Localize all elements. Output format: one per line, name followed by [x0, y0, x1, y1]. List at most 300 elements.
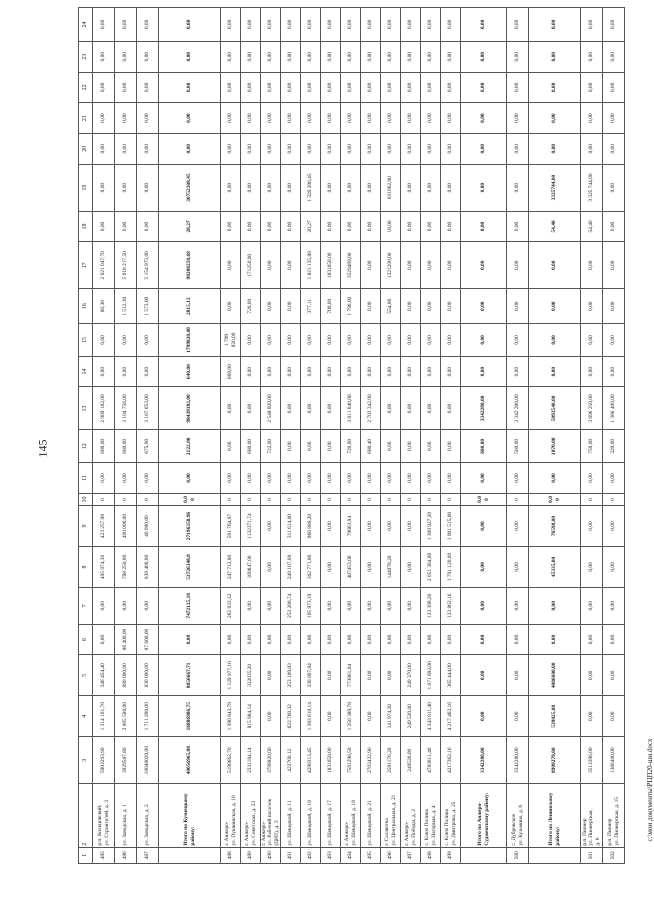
table-cell: 7591296,58: [341, 737, 361, 784]
table-cell: 485: [93, 847, 115, 863]
total-row: [461, 8, 507, 864]
table-cell: 1 383 610,14: [301, 696, 321, 737]
table-cell: 0,00: [281, 324, 301, 357]
table-cell: 0: [137, 493, 159, 505]
table-cell: 0,00: [421, 463, 441, 494]
table-cell: 750,00: [581, 430, 603, 463]
table-cell: 0,00: [241, 587, 261, 624]
table-cell: 0,00: [115, 72, 137, 103]
table-cell: 0,00: [603, 242, 625, 289]
table-cell: г. Анжеро- ул. Пушкинская, д. 18: [221, 784, 241, 847]
table-cell: 249 370,00: [401, 655, 421, 696]
table-row: [441, 8, 461, 864]
table-cell: 0: [281, 493, 301, 505]
table-cell: 0: [603, 493, 625, 505]
table-cell: 0,00: [381, 103, 401, 134]
table-cell: 0,00: [361, 547, 381, 588]
table-cell: 0: [115, 493, 137, 505]
table-cell: 0,00: [461, 133, 507, 164]
table-cell: с. Ключ Полина ул. Нагорная, д. 4: [421, 784, 441, 847]
table-cell: 0,00: [261, 463, 281, 494]
table-cell: 0,00: [281, 356, 301, 387]
table-cell: 0,00: [221, 624, 241, 655]
table-cell: 0,00: [581, 41, 603, 72]
table-cell: 0,00: [115, 133, 137, 164]
table-cell: 8056667,71: [159, 655, 221, 696]
table-cell: 0,00: [321, 655, 341, 696]
table-cell: 0,00: [261, 211, 281, 242]
table-cell: ул. Заводская, д. 1: [115, 784, 137, 847]
table-cell: 815 984,14: [241, 696, 261, 737]
table-cell: 0,00: [421, 289, 441, 324]
table-cell: 0,00: [361, 211, 381, 242]
table-cell: 0,00: [241, 624, 261, 655]
table-cell: 0,00: [603, 41, 625, 72]
table-cell: 0,00: [261, 133, 281, 164]
table-cell: 539025,00: [529, 696, 581, 737]
table-cell: 0,00: [507, 289, 529, 324]
data-table: [78, 7, 625, 864]
table-cell: 0,00: [221, 8, 241, 42]
table-cell: 0,00: [221, 164, 241, 211]
table-cell: 0,00: [581, 289, 603, 324]
table-cell: 0,00: [401, 41, 421, 72]
table-cell: 2 548 820,00: [261, 387, 281, 430]
table-cell: 1 314 101,70: [93, 696, 115, 737]
table-cell: 0,00: [137, 463, 159, 494]
table-cell: 1 129 977,10: [221, 655, 241, 696]
table-cell: 0,00: [603, 463, 625, 494]
table-cell: 249 520,00: [401, 696, 421, 737]
table-cell: 1 250 389,78: [341, 696, 361, 737]
table-cell: г. Анжеро- ул. Победы, д. 2: [401, 784, 421, 847]
table-cell: р.п. Кольцовский, ул. Строителей, д. 3: [93, 784, 115, 847]
table-cell: 0,00: [507, 8, 529, 42]
table-cell: 0,00: [221, 41, 241, 72]
table-cell: 1 901 515,00: [441, 506, 461, 547]
table-cell: 171250,00: [241, 242, 261, 289]
table-cell: 0,00: [507, 211, 529, 242]
table-cell: 0,00: [361, 164, 381, 211]
table-cell: 0,00: [461, 324, 507, 357]
table-cell: 0,00: [603, 8, 625, 42]
table-cell: 0,00: [93, 41, 115, 72]
table-cell: 0,00: [381, 624, 401, 655]
table-cell: 5092540,00: [529, 387, 581, 430]
table-cell: 249 107,08: [281, 547, 301, 588]
table-cell: 76590,00: [529, 506, 581, 547]
table-cell: 0,00: [241, 211, 261, 242]
table-cell: 487: [137, 847, 159, 863]
table-cell: 0,00: [603, 211, 625, 242]
table-cell: 3513396,00: [581, 737, 603, 784]
table-cell: 4: [79, 696, 93, 737]
table-cell: 365 444,00: [441, 655, 461, 696]
table-cell: 0,00: [401, 72, 421, 103]
table-cell: 0,00: [301, 624, 321, 655]
table-cell: 0,00: [381, 356, 401, 387]
table-cell: 0,00: [321, 41, 341, 72]
table-cell: 5903293,90: [93, 737, 115, 784]
table-cell: 133 862,16: [441, 587, 461, 624]
table-cell: ул. Шевцовой, д. 19: [301, 784, 321, 847]
table-cell: 0,00: [301, 324, 321, 357]
table-cell: 0,00: [93, 103, 115, 134]
table-row: [115, 8, 137, 864]
table-cell: 1321200,00: [381, 242, 401, 289]
table-cell: 4290313,45: [301, 737, 321, 784]
table-cell: 0,00: [115, 103, 137, 134]
table-cell: 9: [79, 506, 93, 547]
table-cell: 3929587,80: [115, 737, 137, 784]
table-cell: 0: [301, 493, 321, 505]
table-cell: 0,00: [261, 72, 281, 103]
table-cell: 0,00: [261, 547, 281, 588]
table-cell: 0,00: [603, 133, 625, 164]
table-cell: 45335,00: [529, 547, 581, 588]
table-cell: 0,00: [401, 624, 421, 655]
table-cell: 0,00: [507, 356, 529, 387]
table-cell: 0,00: [261, 41, 281, 72]
table-cell: 0,00: [421, 211, 441, 242]
table-cell: 0,00: [461, 624, 507, 655]
table-cell: 680,00: [241, 430, 261, 463]
table-cell: 0,00: [441, 133, 461, 164]
table-cell: 0,00: [401, 8, 421, 42]
table-cell: 486: [115, 847, 137, 863]
table-cell: 0,00: [241, 41, 261, 72]
table-cell: 0,00: [115, 587, 137, 624]
table-cell: 0: [341, 493, 361, 505]
table-cell: 0,00: [441, 211, 461, 242]
table-cell: 0,00: [241, 164, 261, 211]
table-cell: 0,00: [301, 72, 321, 103]
table-cell: 560,00: [507, 430, 529, 463]
table-cell: 0,00: [321, 324, 341, 357]
table-cell: 660,00: [221, 356, 241, 387]
table-cell: 0,00: [361, 587, 381, 624]
table-cell: 0,00: [461, 587, 507, 624]
table-cell: 0,00: [301, 430, 321, 463]
table-cell: 0,00: [421, 356, 441, 387]
table-cell: 0,00: [581, 356, 603, 387]
table-cell: 709,00: [321, 289, 341, 324]
table-cell: 966 889,20: [301, 506, 321, 547]
table-cell: р.п. Пионер ул. Пионерская, д. 6: [581, 784, 603, 847]
table-cell: 4 217 462,16: [441, 696, 461, 737]
table-cell: 0,00: [507, 547, 529, 588]
table-cell: 498: [421, 847, 441, 863]
table-cell: 0,00: [361, 103, 381, 134]
table-cell: 0,00: [341, 72, 361, 103]
table-cell: 13: [79, 387, 93, 430]
table-cell: 0,00: [507, 506, 529, 547]
table-cell: 80,30: [93, 289, 115, 324]
table-cell: 0,00: [581, 655, 603, 696]
table-cell: 0,00: [221, 289, 241, 324]
table-cell: 0,00: [321, 463, 341, 494]
table-cell: 0: [401, 493, 421, 505]
table-cell: 54,40: [581, 211, 603, 242]
table-cell: 0,00: [381, 506, 401, 547]
table-cell: 0,00: [261, 289, 281, 324]
table-cell: 0,00: [529, 133, 581, 164]
table-cell: 0,00: [529, 356, 581, 387]
table-cell: 0,00: [321, 430, 341, 463]
table-cell: 490: [261, 847, 281, 863]
table-cell: 79663,94: [341, 506, 361, 547]
table-cell: 0,00: [361, 41, 381, 72]
table-cell: 3 104 756,00: [115, 387, 137, 430]
table-cell: 0,00: [441, 356, 461, 387]
table-cell: 0,00: [341, 41, 361, 72]
table-cell: 880 000,00: [115, 655, 137, 696]
table-cell: 0,00: [341, 103, 361, 134]
table-cell: 0,00: [221, 387, 241, 430]
table-cell: 0,00: [381, 72, 401, 103]
table-cell: 0,00: [461, 164, 507, 211]
header-row: [79, 8, 93, 864]
table-cell: 0,00: [93, 8, 115, 42]
table-cell: 675,00: [137, 430, 159, 463]
table-cell: 0,00: [159, 41, 221, 72]
table-cell: 0,00: [421, 624, 441, 655]
table-cell: 0,00: [361, 8, 381, 42]
table-cell: 3325744,00: [529, 164, 581, 211]
table-cell: 0,00: [115, 41, 137, 72]
table-cell: 20: [79, 133, 93, 164]
table-cell: 0,00: [421, 242, 441, 289]
table-cell: 2: [79, 784, 93, 847]
table-cell: 0: [221, 493, 241, 505]
table-cell: 495: [361, 847, 381, 863]
table-cell: 0,00: [281, 624, 301, 655]
table-cell: 330 007,84: [301, 655, 321, 696]
table-cell: 0,00: [401, 164, 421, 211]
table-cell: 1831658,00: [321, 242, 341, 289]
table-cell: 640,00: [159, 356, 221, 387]
table-cell: г. Анжеро- ул. Рабочий поселок (ЦРП), д. 3: [261, 784, 281, 847]
table-cell: 0,00: [361, 72, 381, 103]
table-cell: 1070,00: [529, 430, 581, 463]
table-cell: с. Ключ Полина ул. Дмитрова, д. 25: [441, 784, 461, 847]
table-cell: 0,00: [281, 133, 301, 164]
table-cell: 4 343 811,40: [421, 696, 441, 737]
table-row: [321, 8, 341, 864]
table-cell: 0,00: [507, 242, 529, 289]
table-cell: 0,00: [321, 696, 341, 737]
table-cell: 722,00: [261, 430, 281, 463]
table-cell: 0,00: [261, 164, 281, 211]
table-cell: 0,00: [421, 72, 441, 103]
table-cell: 0,00: [421, 324, 441, 357]
table-cell: 40 000,00: [137, 506, 159, 547]
table-cell: 0,00: [93, 164, 115, 211]
table-cell: 0,00: [341, 356, 361, 387]
table-cell: 1 366 400,00: [603, 387, 625, 430]
table-cell: 1 791 120,00: [441, 547, 461, 588]
table-cell: 0,00: [421, 133, 441, 164]
rotated-page: [78, 7, 620, 864]
table-cell: 0,00: [159, 463, 221, 494]
table-cell: 0,00: [581, 324, 603, 357]
table-cell: 1 390 843,79: [221, 696, 241, 737]
table-cell: 0,00: [93, 72, 115, 103]
table-cell: 0,00: [401, 211, 421, 242]
table-cell: 0,00: [507, 463, 529, 494]
table-cell: 8909279,00: [529, 737, 581, 784]
table-cell: 0,00: [321, 624, 341, 655]
table-cell: 0,00: [281, 164, 301, 211]
table-cell: 0,00: [241, 356, 261, 387]
table-cell: 0,00: [507, 164, 529, 211]
table-cell: 141 974,20: [381, 696, 401, 737]
table-cell: 0,00: [441, 72, 461, 103]
table-cell: 0,00: [603, 696, 625, 737]
table-cell: 0,00: [137, 587, 159, 624]
table-cell: 0,00: [529, 493, 581, 505]
table-cell: 1 309 927,20: [421, 506, 441, 547]
table-cell: 0,00: [241, 463, 261, 494]
table-cell: 3 696 250,00: [581, 387, 603, 430]
table-cell: 422760,12: [281, 737, 301, 784]
table-row: [507, 8, 529, 864]
table-cell: 0,00: [221, 211, 241, 242]
table-cell: 830 000,00: [137, 655, 159, 696]
table-cell: 0,00: [93, 587, 115, 624]
table-cell: 21: [79, 103, 93, 134]
table-cell: 10: [79, 493, 93, 505]
table-cell: 0,00: [221, 133, 241, 164]
table-cell: 0,00: [381, 430, 401, 463]
table-cell: 0,00: [301, 103, 321, 134]
table-cell: 488: [221, 847, 241, 863]
table-row: [381, 8, 401, 864]
table-cell: 0,00: [401, 242, 421, 289]
table-cell: 0,00: [461, 211, 507, 242]
table-cell: 2122,00: [159, 430, 221, 463]
table-cell: 53726348,8: [159, 547, 221, 588]
table-cell: 98208258,69: [159, 242, 221, 289]
table-cell: 0,00: [281, 463, 301, 494]
table-row: [341, 8, 361, 864]
table-cell: 0,00: [461, 103, 507, 134]
table-cell: 377,11: [301, 289, 321, 324]
table-cell: 0,00: [507, 624, 529, 655]
table-cell: 0,00: [441, 324, 461, 357]
table-cell: 680,40: [361, 430, 381, 463]
table-cell: 0,00: [301, 41, 321, 72]
table-cell: 0,00: [507, 103, 529, 134]
table-cell: 0,00: [137, 164, 159, 211]
table-cell: 0,00: [281, 72, 301, 103]
table-body: [79, 8, 625, 864]
table-cell: 0,00: [137, 41, 159, 72]
table-cell: 0,00: [461, 655, 507, 696]
table-cell: 502: [603, 847, 625, 863]
table-cell: 12: [79, 430, 93, 463]
table-cell: 0,00: [361, 463, 381, 494]
table-cell: 0,00: [401, 133, 421, 164]
table-cell: 0,00: [581, 624, 603, 655]
table-cell: с. Дубровское ул. Кузьмина, д. 6: [507, 784, 529, 847]
table-cell: 0,00: [421, 103, 441, 134]
table-cell: 0,00: [603, 324, 625, 357]
table-cell: 0,00: [241, 103, 261, 134]
table-cell: 0,00: [341, 324, 361, 357]
table-cell: 0,00: [241, 387, 261, 430]
table-cell: 0,00: [341, 8, 361, 42]
table-cell: 0,00: [301, 133, 321, 164]
table-cell: 680,00: [461, 430, 507, 463]
table-cell: 493: [321, 847, 341, 863]
table-cell: 0,00: [301, 356, 321, 387]
table-cell: 0,00: [603, 506, 625, 547]
table-cell: 3798820,00: [261, 737, 281, 784]
table-cell: 407453,00: [341, 547, 361, 588]
table-row: [401, 8, 421, 864]
table-cell: 1: [79, 847, 93, 863]
table-cell: 3342280,00: [507, 737, 529, 784]
table-cell: 0,00: [115, 164, 137, 211]
table-cell: 2815,13: [159, 289, 221, 324]
table-cell: 0: [241, 493, 261, 505]
table-cell: 144978,20: [381, 547, 401, 588]
table-cell: 0,00: [381, 463, 401, 494]
table-cell: 500: [507, 847, 529, 863]
table-cell: 423 257,90: [93, 506, 115, 547]
table-cell: 0,00: [261, 356, 281, 387]
table-cell: 0,00: [603, 587, 625, 624]
table-cell: 0,00: [361, 506, 381, 547]
table-cell: 105 973,19: [301, 587, 321, 624]
table-cell: 0,00: [381, 41, 401, 72]
table-cell: 0,00: [441, 41, 461, 72]
table-cell: 0,00: [241, 324, 261, 357]
table-cell: 0,00: [301, 463, 321, 494]
table-cell: Итого по Ленинскому району:: [529, 784, 581, 847]
table-cell: 0: [361, 493, 381, 505]
table-cell: 0,00: [603, 547, 625, 588]
table-cell: 0,00: [115, 324, 137, 357]
table-cell: 0,00: [321, 547, 341, 588]
table-cell: 0,00: [581, 8, 603, 42]
table-cell: 15: [79, 324, 93, 357]
table-cell: 11: [79, 463, 93, 494]
table-cell: 0,00: [137, 356, 159, 387]
table-cell: 0,00: [461, 356, 507, 387]
table-row: [281, 8, 301, 864]
table-cell: 0,00: [461, 547, 507, 588]
table-cell: 494: [341, 847, 361, 863]
table-cell: 0,00: [529, 41, 581, 72]
table-row: [93, 8, 115, 864]
table-cell: 4783811,40: [421, 737, 441, 784]
table-cell: 497: [401, 847, 421, 863]
table-cell: 0: [261, 493, 281, 505]
table-cell: 0: [93, 493, 115, 505]
table-cell: 495 074,30: [93, 547, 115, 588]
table-cell: 249520,00: [401, 737, 421, 784]
table-cell: 1 329 206,45: [301, 164, 321, 211]
table-cell: 17: [79, 242, 93, 289]
table-cell: 0,00: [401, 430, 421, 463]
table-cell: 0,00: [461, 463, 507, 494]
table-cell: 133 398,20: [421, 587, 441, 624]
table-cell: 0,00: [93, 356, 115, 387]
table-cell: 0,00: [401, 289, 421, 324]
table-cell: 0,00: [261, 8, 281, 42]
